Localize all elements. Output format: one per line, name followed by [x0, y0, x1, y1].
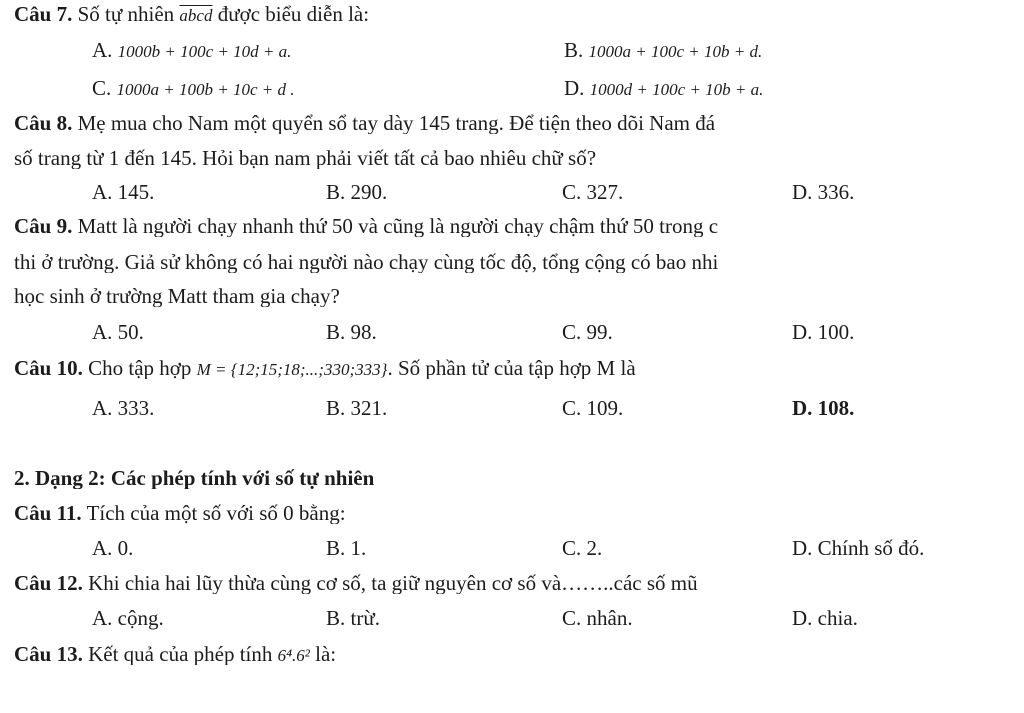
question-text: Mẹ mua cho Nam một quyển sổ tay dày 145 trang. Để tiện theo dõi Nam đá: [77, 113, 716, 134]
question-number: Câu 7.: [14, 4, 73, 25]
option-c: C. 109.: [562, 396, 624, 420]
question-10: [14, 358, 1024, 379]
option-c: C. 1000a + 100b + 10c + d .: [92, 76, 295, 100]
question-number: Câu 8.: [14, 113, 73, 134]
options-row: [0, 398, 1024, 424]
option-b: B. 1000a + 100c + 10b + d.: [564, 38, 763, 62]
question-7: [14, 4, 1024, 25]
math-expression: abcd: [179, 6, 213, 25]
option-b: B. 290.: [326, 180, 388, 204]
option-b: B. 1.: [326, 536, 367, 560]
option-a: A. cộng.: [92, 606, 164, 630]
option-a: A. 145.: [92, 180, 155, 204]
option-c: C. 99.: [562, 320, 613, 344]
option-c: C. 2.: [562, 536, 603, 560]
question-text-line: thi ở trường. Giả sử không có hai người nào chạy cùng tốc độ, tổng cộng có bao nhi: [14, 252, 719, 273]
options-row: [0, 182, 1024, 208]
option-c: C. nhân.: [562, 606, 633, 630]
option-d: D. 1000d + 100c + 10b + a.: [564, 76, 764, 100]
question-text: Khi chia hai lũy thừa cùng cơ số, ta giữ nguyên cơ số và……..các số mũ: [88, 573, 698, 594]
question-number: Câu 12.: [14, 573, 83, 594]
option-b: B. 321.: [326, 396, 388, 420]
option-d: D. Chính số đó.: [792, 536, 925, 560]
question-9: [14, 216, 1024, 237]
question-text: Matt là người chạy nhanh thứ 50 và cũng là người chạy chậm thứ 50 trong c: [77, 216, 719, 237]
question-text: Số tự nhiên: [77, 4, 175, 25]
option-a: A. 50.: [92, 320, 144, 344]
options-row: [0, 322, 1024, 348]
option-b: B. 98.: [326, 320, 377, 344]
question-text: Cho tập hợp: [88, 358, 192, 379]
option-a: A. 333.: [92, 396, 155, 420]
option-d: D. 108.: [792, 396, 855, 420]
question-text: Tích của một số với số 0 bằng:: [86, 503, 346, 524]
math-expression: 6⁴.6²: [277, 646, 310, 665]
option-a: A. 0.: [92, 536, 134, 560]
question-text-end: . Số phần tử của tập hợp M là: [387, 358, 636, 379]
question-number: Câu 10.: [14, 358, 83, 379]
options-row: [0, 608, 1024, 634]
question-text-line: học sinh ở trường Matt tham gia chạy?: [14, 286, 340, 307]
option-d: D. 100.: [792, 320, 855, 344]
option-b: B. trừ.: [326, 606, 380, 630]
option-d: D. 336.: [792, 180, 855, 204]
options-row: [0, 40, 1024, 66]
question-text: Kết quả của phép tính: [88, 644, 273, 665]
question-number: Câu 9.: [14, 216, 73, 237]
question-number: Câu 11.: [14, 503, 82, 524]
question-11: [14, 503, 1024, 524]
set-expression: M = {12;15;18;...;330;333}: [196, 360, 388, 379]
option-d: D. chia.: [792, 606, 858, 630]
options-row: [0, 538, 1024, 564]
options-row: [0, 78, 1024, 104]
question-text-end: là:: [315, 644, 337, 665]
option-c: C. 327.: [562, 180, 624, 204]
question-text-end: được biểu diễn là:: [217, 4, 370, 25]
option-a: A. 1000b + 100c + 10d + a.: [92, 38, 292, 62]
question-13: [14, 644, 1024, 665]
question-8: [14, 113, 1024, 134]
section-heading: 2. Dạng 2: Các phép tính với số tự nhiên: [14, 468, 375, 489]
question-number: Câu 13.: [14, 644, 83, 665]
question-12: [14, 573, 1024, 594]
question-text-line: số trang từ 1 đến 145. Hỏi bạn nam phải viết tất cả bao nhiêu chữ số?: [14, 148, 597, 169]
